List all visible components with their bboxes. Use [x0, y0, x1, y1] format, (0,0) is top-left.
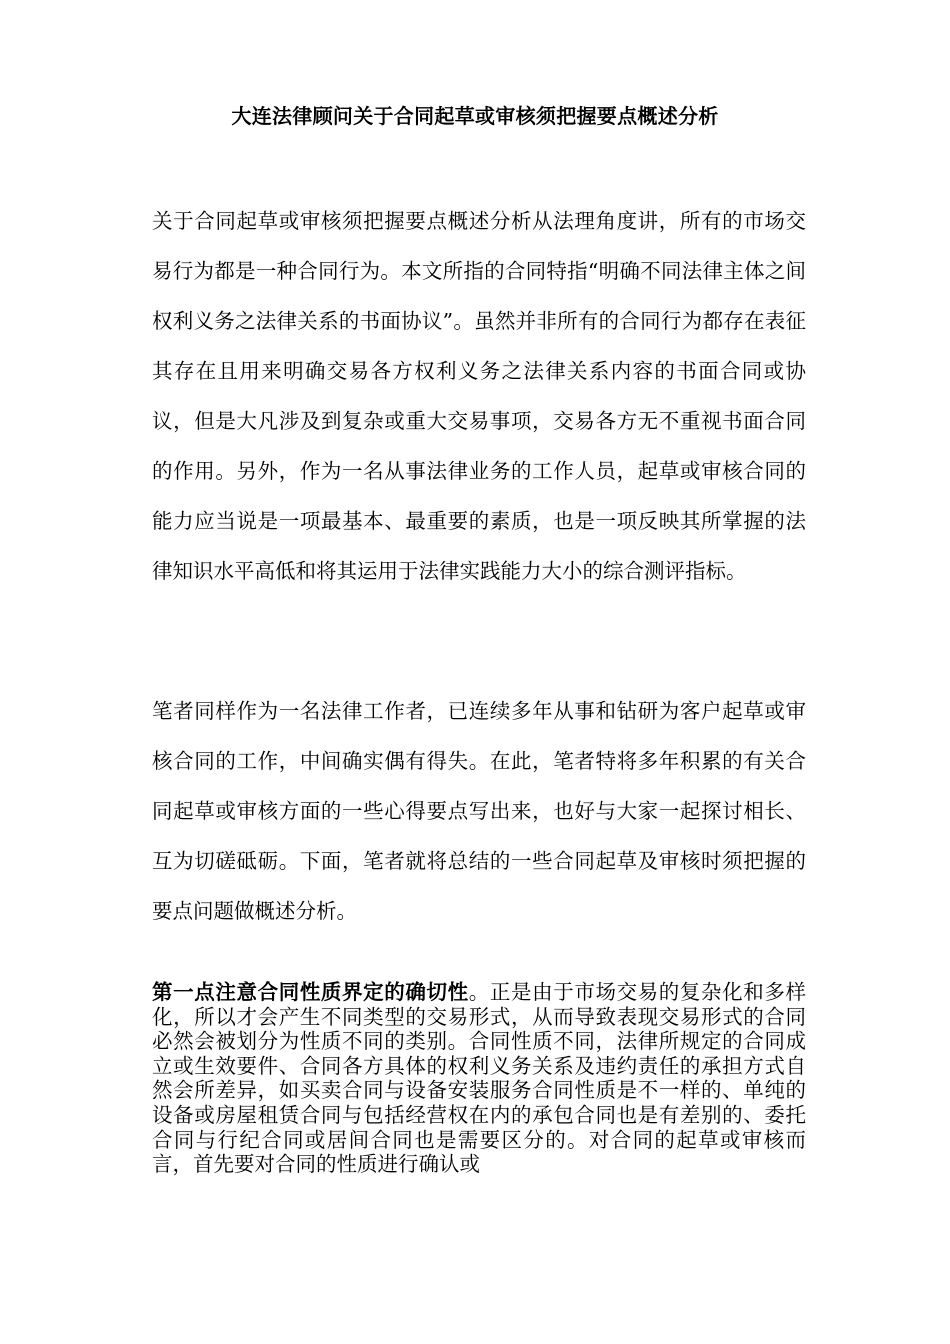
intro-paragraph: 关于合同起草或审核须把握要点概述分析从法理角度讲，所有的市场交易行为都是一种合同行为。本文所指的合同特指“明确不同法律主体之间权利义务之法律关系的书面协议”。虽然并非所有的合同行为都存在表征其存在且用来明确交易各方权利义务之法律关系内容的书面合同或协议，但是大凡涉及到复杂或重大交易事项，交易各方无不重视书面合同的作用。另外，作为一名从事法律业务的工作人员，起草或审核合同的能力应当说是一项最基本、最重要的素质，也是一项反映其所掌握的法律知识水平高低和将其运用于法律实践能力大小的综合测评指标。: [152, 209, 806, 583]
section-1-body: 。正是由于市场交易的复杂化和多样化，所以才会产生不同类型的交易形式，从而导致表现交易形式的合同必然会被划分为性质不同的类别。合同性质不同，法律所规定的合同成立或生效要件、合同各方具体的权利义务关系及违约责任的承担方式自然会所差异，如买卖合同与设备安装服务合同性质是不一样的、单纯的设备或房屋租赁合同与包括经营权在内的承包合同也是有差别的、委托合同与行纪合同或居间合同也是需要区分的。对合同的起草或审核而言，首先要对合同的性质进行确认或: [152, 980, 806, 1177]
author-paragraph: 笔者同样作为一名法律工作者，已连续多年从事和钻研为客户起草或审核合同的工作，中间确实偶有得失。在此，笔者特将多年积累的有关合同起草或审核方面的一些心得要点写出来，也好与大家一起探讨相长、互为切磋砥砺。下面，笔者就将总结的一些合同起草及审核时须把握的要点问题做概述分析。: [152, 699, 806, 923]
document-title: 大连法律顾问关于合同起草或审核须把握要点概述分析: [231, 104, 719, 128]
section-1-paragraph: [152, 980, 806, 1177]
section-1-heading: 第一点注意合同性质界定的确切性: [152, 980, 469, 1004]
